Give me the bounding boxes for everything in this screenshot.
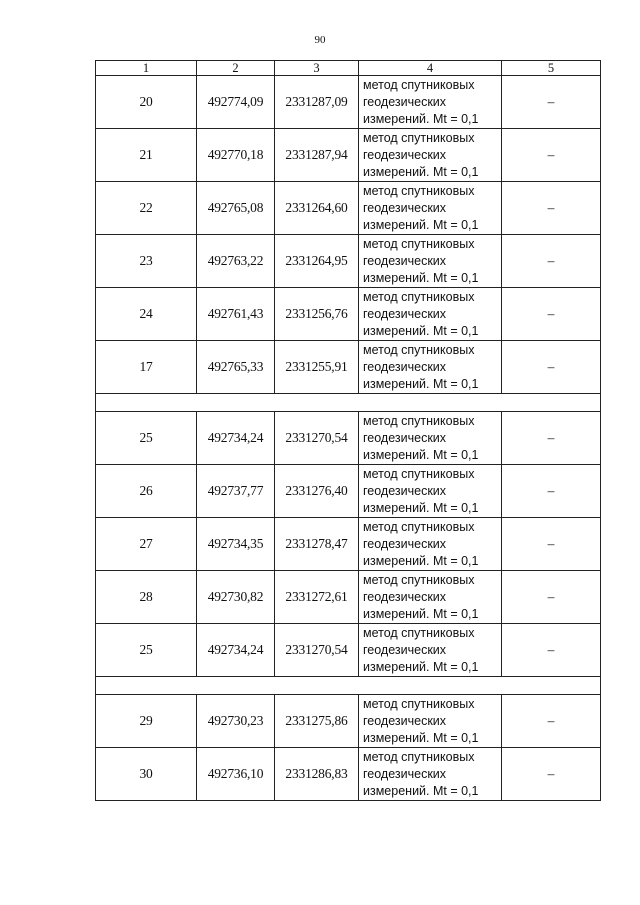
y-coordinate-cell: 2331270,54: [275, 624, 359, 677]
method-line: геодезических: [363, 306, 447, 321]
table-row: [96, 624, 601, 677]
table-row: [96, 341, 601, 394]
method-line: метод спутниковых: [363, 413, 475, 428]
point-number-cell: 29: [96, 695, 197, 748]
y-coordinate-cell: 2331272,61: [275, 571, 359, 624]
table-row: [96, 518, 601, 571]
note-cell: –: [502, 341, 601, 394]
x-coordinate-cell: 492770,18: [197, 129, 275, 182]
point-number-cell: 26: [96, 465, 197, 518]
note-cell: –: [502, 518, 601, 571]
method-line: измерений. Mt = 0,1: [363, 659, 479, 674]
method-line: метод спутниковых: [363, 696, 475, 711]
note-cell: –: [502, 695, 601, 748]
method-line: измерений. Mt = 0,1: [363, 606, 479, 621]
point-number-cell: 24: [96, 288, 197, 341]
point-number-cell: 23: [96, 235, 197, 288]
method-cell: [359, 129, 502, 182]
table-row: [96, 288, 601, 341]
method-line: измерений. Mt = 0,1: [363, 217, 479, 232]
x-coordinate-cell: 492765,33: [197, 341, 275, 394]
point-number-cell: 30: [96, 748, 197, 801]
method-line: геодезических: [363, 589, 447, 604]
point-number-cell: 27: [96, 518, 197, 571]
table-row: [96, 76, 601, 129]
method-line: геодезических: [363, 200, 447, 215]
note-cell: –: [502, 748, 601, 801]
x-coordinate-cell: 492736,10: [197, 748, 275, 801]
point-number-cell: 17: [96, 341, 197, 394]
table-row: [96, 571, 601, 624]
x-coordinate-cell: 492730,23: [197, 695, 275, 748]
x-coordinate-cell: 492734,24: [197, 624, 275, 677]
x-coordinate-cell: 492774,09: [197, 76, 275, 129]
method-cell: [359, 748, 502, 801]
method-line: метод спутниковых: [363, 77, 475, 92]
y-coordinate-cell: 2331286,83: [275, 748, 359, 801]
method-line: метод спутниковых: [363, 236, 475, 251]
table-header-row: [96, 61, 601, 76]
method-line: геодезических: [363, 483, 447, 498]
table-row: [96, 465, 601, 518]
method-line: измерений. Mt = 0,1: [363, 323, 479, 338]
method-line: геодезических: [363, 359, 447, 374]
method-cell: [359, 341, 502, 394]
y-coordinate-cell: 2331287,94: [275, 129, 359, 182]
method-line: метод спутниковых: [363, 130, 475, 145]
method-cell: [359, 465, 502, 518]
column-header: 2: [197, 61, 275, 76]
y-coordinate-cell: 2331276,40: [275, 465, 359, 518]
x-coordinate-cell: 492763,22: [197, 235, 275, 288]
method-line: измерений. Mt = 0,1: [363, 553, 479, 568]
y-coordinate-cell: 2331287,09: [275, 76, 359, 129]
x-coordinate-cell: 492734,35: [197, 518, 275, 571]
method-line: геодезических: [363, 94, 447, 109]
method-cell: [359, 412, 502, 465]
method-cell: [359, 235, 502, 288]
column-header: 5: [502, 61, 601, 76]
note-cell: –: [502, 465, 601, 518]
method-line: метод спутниковых: [363, 466, 475, 481]
method-line: геодезических: [363, 253, 447, 268]
method-cell: [359, 571, 502, 624]
method-line: геодезических: [363, 536, 447, 551]
method-line: метод спутниковых: [363, 625, 475, 640]
method-line: метод спутниковых: [363, 519, 475, 534]
x-coordinate-cell: 492765,08: [197, 182, 275, 235]
y-coordinate-cell: 2331264,95: [275, 235, 359, 288]
point-number-cell: 21: [96, 129, 197, 182]
note-cell: –: [502, 129, 601, 182]
x-coordinate-cell: 492737,77: [197, 465, 275, 518]
page-number: 90: [314, 34, 326, 46]
y-coordinate-cell: 2331278,47: [275, 518, 359, 571]
method-line: метод спутниковых: [363, 572, 475, 587]
method-line: измерений. Mt = 0,1: [363, 376, 479, 391]
group-separator-row: [96, 394, 601, 412]
method-line: геодезических: [363, 713, 447, 728]
method-line: измерений. Mt = 0,1: [363, 730, 479, 745]
table-row: [96, 412, 601, 465]
column-header: 4: [359, 61, 502, 76]
method-line: метод спутниковых: [363, 342, 475, 357]
note-cell: –: [502, 412, 601, 465]
method-line: измерений. Mt = 0,1: [363, 447, 479, 462]
method-line: геодезических: [363, 642, 447, 657]
method-cell: [359, 288, 502, 341]
method-line: геодезических: [363, 430, 447, 445]
note-cell: –: [502, 76, 601, 129]
method-cell: [359, 76, 502, 129]
method-line: метод спутниковых: [363, 289, 475, 304]
method-cell: [359, 624, 502, 677]
column-header: 1: [96, 61, 197, 76]
method-line: измерений. Mt = 0,1: [363, 111, 479, 126]
table-row: [96, 182, 601, 235]
point-number-cell: 25: [96, 412, 197, 465]
method-line: геодезических: [363, 147, 447, 162]
column-header: 3: [275, 61, 359, 76]
note-cell: –: [502, 288, 601, 341]
x-coordinate-cell: 492730,82: [197, 571, 275, 624]
note-cell: –: [502, 624, 601, 677]
y-coordinate-cell: 2331275,86: [275, 695, 359, 748]
note-cell: –: [502, 571, 601, 624]
x-coordinate-cell: 492734,24: [197, 412, 275, 465]
method-line: измерений. Mt = 0,1: [363, 164, 479, 179]
method-line: метод спутниковых: [363, 749, 475, 764]
point-number-cell: 28: [96, 571, 197, 624]
note-cell: –: [502, 235, 601, 288]
separator-cell: [96, 394, 601, 412]
group-separator-row: [96, 677, 601, 695]
point-number-cell: 25: [96, 624, 197, 677]
x-coordinate-cell: 492761,43: [197, 288, 275, 341]
method-line: измерений. Mt = 0,1: [363, 270, 479, 285]
method-line: геодезических: [363, 766, 447, 781]
note-cell: –: [502, 182, 601, 235]
method-cell: [359, 182, 502, 235]
method-cell: [359, 518, 502, 571]
y-coordinate-cell: 2331270,54: [275, 412, 359, 465]
separator-cell: [96, 677, 601, 695]
y-coordinate-cell: 2331264,60: [275, 182, 359, 235]
coordinates-table: [95, 60, 601, 801]
table-row: [96, 695, 601, 748]
point-number-cell: 22: [96, 182, 197, 235]
table-row: [96, 129, 601, 182]
method-cell: [359, 695, 502, 748]
point-number-cell: 20: [96, 76, 197, 129]
method-line: измерений. Mt = 0,1: [363, 500, 479, 515]
y-coordinate-cell: 2331255,91: [275, 341, 359, 394]
table-row: [96, 235, 601, 288]
y-coordinate-cell: 2331256,76: [275, 288, 359, 341]
table-row: [96, 748, 601, 801]
method-line: измерений. Mt = 0,1: [363, 783, 479, 798]
table-body: [96, 61, 601, 801]
method-line: метод спутниковых: [363, 183, 475, 198]
